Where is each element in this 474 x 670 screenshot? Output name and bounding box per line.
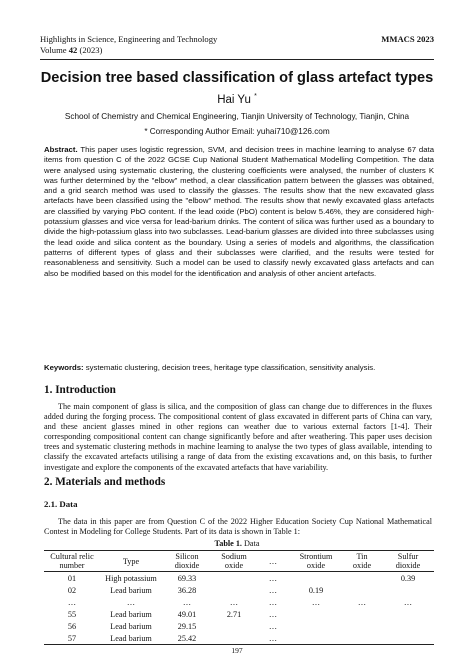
table-caption-text: Data xyxy=(244,539,260,548)
keywords-text: systematic clustering, decision trees, heritage type classification, sensitivity analysis. xyxy=(85,363,376,372)
author-line xyxy=(40,93,434,106)
table-cell: 69.33 xyxy=(177,573,197,583)
table-cell xyxy=(342,572,382,585)
table-row xyxy=(44,584,434,596)
volume-year: (2023) xyxy=(79,45,103,55)
header-type: Type xyxy=(122,556,140,566)
corresponding-author-email: * Corresponding Author Email: yuhai710@126.com xyxy=(144,127,330,136)
table-row xyxy=(44,620,434,632)
introduction-paragraph: The main component of glass is silica, and the composition of glass can change due to differences in the fluxes added during the forging process. The compositional content of glass excavated in different parts of China can vary, and these ancient glasses mined in other regions can weather due to various external factors [1-4]. Their corresponding compositional content can change significantly before and after weathering. This paper uses decision trees and systematic clustering methods in machine learning to analyse the two types of glass available, intending to classify the excavated artefacts utilising a range of data from the existing excavations and, on this basis, to further investigate and explore the components of the excavated artefacts that have variability. xyxy=(44,402,432,472)
table-cell: … xyxy=(67,597,77,607)
table-cell xyxy=(212,632,256,645)
table-cell: 57 xyxy=(67,633,77,643)
table-row xyxy=(44,572,434,585)
table-cell: … xyxy=(268,609,278,619)
keywords xyxy=(44,363,434,373)
table-cell xyxy=(382,620,434,632)
header-rule xyxy=(40,59,434,60)
header-sulfur-dioxide: Sulfur dioxide xyxy=(395,552,421,570)
table-cell: 0.19 xyxy=(308,585,324,595)
table-cell xyxy=(212,620,256,632)
table-cell xyxy=(382,608,434,620)
table-cell: 02 xyxy=(67,585,77,595)
table-cell: … xyxy=(268,633,278,643)
data-paragraph: The data in this paper are from Question C of the 2022 Higher Education Society Cup National Mathematical Contest in Modeling for College Students. Part of its data is shown in Table 1: xyxy=(44,517,432,537)
table-cell xyxy=(342,632,382,645)
table-caption xyxy=(40,539,434,548)
table-row xyxy=(44,596,434,608)
table-cell xyxy=(212,584,256,596)
table-cell: … xyxy=(268,573,278,583)
table-cell: … xyxy=(268,597,278,607)
table-cell: Lead barium xyxy=(110,633,152,643)
table-cell xyxy=(382,632,434,645)
volume-number: 42 xyxy=(68,45,78,55)
conference-name: MMACS 2023 xyxy=(381,34,434,44)
table-cell: … xyxy=(182,597,192,607)
table-cell xyxy=(290,608,342,620)
table-cell: 2.71 xyxy=(226,609,242,619)
table-row xyxy=(44,608,434,620)
header-silicon-dioxide: Silicon dioxide xyxy=(174,552,200,570)
table-cell: 36.28 xyxy=(177,585,197,595)
header-cultural-relic-number: Cultural relic number xyxy=(50,552,94,570)
header-sodium-oxide: Sodium oxide xyxy=(221,552,247,570)
table-cell xyxy=(342,620,382,632)
table-cell: … xyxy=(268,585,278,595)
table-cell: 0.39 xyxy=(400,573,416,583)
table-cell: … xyxy=(229,597,239,607)
table-cell: High potassium xyxy=(105,573,157,583)
table-cell: … xyxy=(403,597,413,607)
journal-name: Highlights in Science, Engineering and Technology xyxy=(40,34,218,44)
table-cell xyxy=(290,572,342,585)
table-row xyxy=(44,632,434,645)
section-heading-materials-methods: 2. Materials and methods xyxy=(44,476,166,488)
author-name: Hai Yu xyxy=(217,93,251,106)
table-cell xyxy=(342,584,382,596)
table-header-row xyxy=(44,551,434,572)
header-ellipsis: … xyxy=(268,556,278,566)
abstract-text: This paper uses logistic regression, SVM, and decision trees in machine learning to analyse 67 data items from question C of the 2022 GCSE Cup National Student Mathematical Modelling Competition. The data were analysed using systematic clustering, the clustering coefficients were analysed, the number of clusters K was further determined by the "elbow" method, a clear classification pattern between the glasses was obtained, and a grid search method was used to classify the glasses. The results show that the new excavated glass artefacts have been classified using the "elbow" method. The results show that newly excavated glass artefacts are classified by varying PbO content. If the lead oxide (PbO) content is below 5.46%, they are considered high-potassium glasses and vice versa for lead-barium drinks. The content of silica was further used as a boundary to divide the high-potassium glass into two subclasses. Lead-barium glasses are divided into three subclasses using the lead oxide and silica content as the boundary. Using a series of models and algorithms, the classification patterns of different types of glass and their subclasses were clarified, and the results were tested for reasonableness and sensitivity. Such a model can be used to classify newly excavated glass artefacts and can also be modified based on this model for the identification and analysis of other ancient artefacts. xyxy=(44,145,435,278)
table-cell: 01 xyxy=(67,573,77,583)
abstract xyxy=(44,145,434,279)
table-cell: 29.15 xyxy=(177,621,197,631)
table-cell xyxy=(290,632,342,645)
author-mark: * xyxy=(254,93,257,100)
table-cell: Lead barium xyxy=(110,621,152,631)
paper-title: Decision tree based classification of glass artefact types xyxy=(40,70,434,86)
abstract-label: Abstract. xyxy=(44,145,78,154)
volume-label: Volume xyxy=(40,45,67,55)
table-cell xyxy=(382,584,434,596)
header-strontium-oxide: Strontium oxide xyxy=(299,552,333,570)
header-journal-block xyxy=(40,34,217,56)
table-cell: … xyxy=(311,597,321,607)
affiliation: School of Chemistry and Chemical Engineering, Tianjin University of Technology, Tianjin, China xyxy=(64,112,410,121)
table-cell: 49.01 xyxy=(177,609,197,619)
table-cell: 55 xyxy=(67,609,77,619)
table-cell: Lead barium xyxy=(110,585,152,595)
volume-line xyxy=(40,45,217,56)
table-cell: Lead barium xyxy=(110,609,152,619)
table-cell xyxy=(342,608,382,620)
header-tin-oxide: Tin oxide xyxy=(352,552,372,570)
table-cell: … xyxy=(357,597,367,607)
table-caption-label: Table 1. xyxy=(214,539,242,548)
table-cell: … xyxy=(268,621,278,631)
table-cell xyxy=(212,572,256,585)
table-cell: 56 xyxy=(67,621,77,631)
section-heading-introduction: 1. Introduction xyxy=(44,384,116,396)
table-cell: … xyxy=(126,597,136,607)
table-cell: 25.42 xyxy=(177,633,197,643)
keywords-label: Keywords: xyxy=(44,363,84,372)
data-table xyxy=(44,550,434,645)
subsection-heading-data: 2.1. Data xyxy=(44,499,78,509)
table-cell xyxy=(290,620,342,632)
page-number: 197 xyxy=(231,646,243,655)
